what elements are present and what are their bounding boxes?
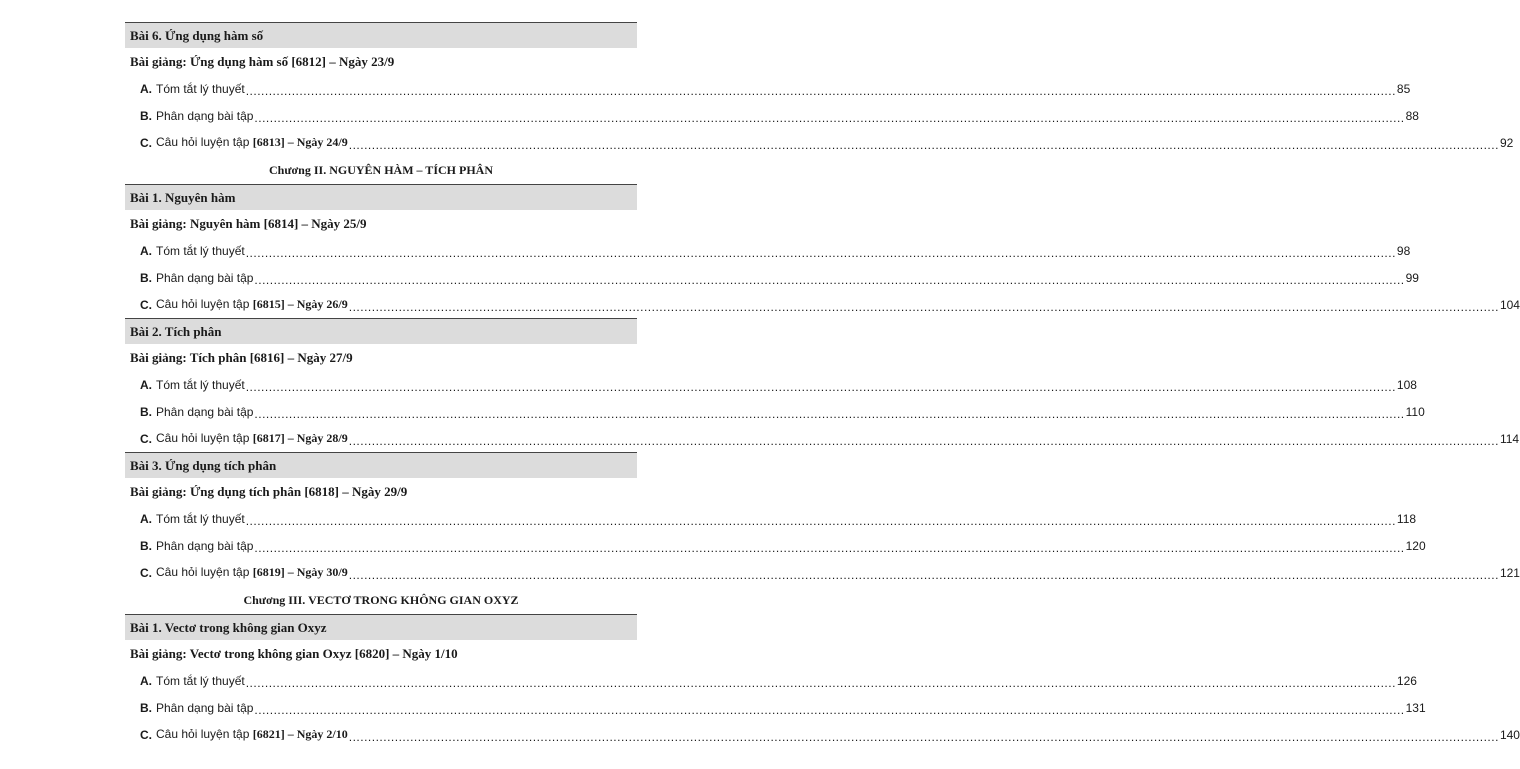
dot-leader: ............................................................................................................................................................................................................................................................................................................	[348, 299, 1499, 314]
page-number: 110	[1405, 404, 1425, 419]
dot-leader: ............................................................................................................................................................................................................................................................................................................	[348, 567, 1499, 582]
toc-entry[interactable]	[125, 291, 1520, 318]
page-number: 88	[1405, 108, 1419, 123]
entry-title	[156, 135, 348, 150]
entry-letter: B.	[140, 108, 152, 123]
entry-title	[156, 701, 253, 715]
entry-letter: C.	[140, 727, 152, 742]
page-number: 131	[1405, 700, 1426, 715]
entry-code: [6815] – Ngày 26/9	[252, 297, 348, 311]
entry-letter: C.	[140, 565, 152, 580]
lesson-header: Bài 6. Ứng dụng hàm số	[125, 22, 637, 48]
page-number: 98	[1396, 243, 1411, 258]
entry-text: Câu hỏi luyện tập	[156, 297, 253, 311]
entry-title	[156, 244, 245, 258]
entry-text: Phân dạng bài tập	[156, 538, 254, 553]
page-number: 140	[1499, 727, 1520, 742]
dot-leader: ............................................................................................................................................................................................................................................................................................................	[254, 702, 1405, 717]
entry-letter: A.	[140, 81, 152, 96]
dot-leader: ............................................................................................................................................................................................................................................................................................................	[245, 513, 1396, 528]
entry-title	[156, 727, 348, 742]
entry-title	[156, 431, 348, 446]
lecture-title[interactable]: Bài giảng: Tích phân [6816] – Ngày 27/9	[130, 349, 353, 365]
entry-letter: A.	[140, 243, 152, 258]
entry-text: Câu hỏi luyện tập	[156, 727, 253, 741]
entry-text: Tóm tắt lý thuyết	[156, 377, 245, 392]
entry-code: [6813] – Ngày 24/9	[252, 135, 348, 149]
entry-letter: B.	[140, 538, 152, 553]
toc-entry[interactable]	[125, 694, 1426, 721]
toc-entry[interactable]	[125, 237, 1411, 264]
entry-title	[156, 565, 348, 580]
page-number: 118	[1396, 511, 1417, 526]
toc-entry[interactable]	[125, 532, 1426, 559]
entry-text: Tóm tắt lý thuyết	[156, 81, 245, 96]
entry-text: Phân dạng bài tập	[156, 404, 254, 419]
dot-leader: ............................................................................................................................................................................................................................................................................................................	[348, 729, 1499, 744]
page-number: 108	[1396, 377, 1417, 392]
entry-title	[156, 405, 253, 419]
lecture-title[interactable]: Bài giảng: Vectơ trong không gian Oxyz [6820] – Ngày 1/10	[130, 645, 458, 661]
entry-text: Tóm tắt lý thuyết	[156, 673, 245, 688]
entry-code: [6821] – Ngày 2/10	[252, 727, 348, 741]
entry-text: Phân dạng bài tập	[156, 108, 254, 123]
entry-text: Tóm tắt lý thuyết	[156, 511, 245, 526]
entry-letter: A.	[140, 377, 152, 392]
toc-entry[interactable]	[125, 398, 1425, 425]
page-number: 99	[1405, 270, 1419, 285]
entry-text: Phân dạng bài tập	[156, 270, 254, 285]
toc-entry[interactable]	[125, 129, 1514, 156]
entry-text: Câu hỏi luyện tập	[156, 135, 253, 149]
lesson-header: Bài 1. Vectơ trong không gian Oxyz	[125, 614, 637, 640]
dot-leader: ............................................................................................................................................................................................................................................................................................................	[348, 433, 1499, 448]
entry-letter: B.	[140, 404, 152, 419]
entry-title	[156, 271, 253, 285]
entry-text: Câu hỏi luyện tập	[156, 431, 253, 445]
page-number: 121	[1499, 565, 1520, 580]
page-number: 92	[1499, 135, 1514, 150]
page-number: 120	[1405, 538, 1426, 553]
toc-entry[interactable]	[125, 102, 1419, 129]
lesson-header: Bài 2. Tích phân	[125, 318, 637, 344]
dot-leader: ............................................................................................................................................................................................................................................................................................................	[245, 379, 1396, 394]
entry-code: [6817] – Ngày 28/9	[252, 431, 348, 445]
lecture-title[interactable]: Bài giảng: Nguyên hàm [6814] – Ngày 25/9	[130, 215, 367, 231]
lecture-title[interactable]: Bài giảng: Ứng dụng tích phân [6818] – Ngày 29/9	[130, 483, 408, 499]
page-number: 114	[1499, 431, 1520, 446]
dot-leader: ............................................................................................................................................................................................................................................................................................................	[254, 110, 1405, 125]
page-number: 126	[1396, 673, 1417, 688]
dot-leader: ............................................................................................................................................................................................................................................................................................................	[254, 406, 1405, 421]
dot-leader: ............................................................................................................................................................................................................................................................................................................	[245, 675, 1396, 690]
entry-text: Câu hỏi luyện tập	[156, 565, 253, 579]
lecture-title[interactable]: Bài giảng: Ứng dụng hàm số [6812] – Ngày 23/9	[130, 53, 395, 69]
toc-entry[interactable]	[125, 264, 1419, 291]
entry-title	[156, 109, 253, 123]
toc-entry[interactable]	[125, 371, 1417, 398]
toc-entry[interactable]	[125, 559, 1520, 586]
entry-letter: C.	[140, 297, 152, 312]
entry-title	[156, 297, 348, 312]
entry-text: Phân dạng bài tập	[156, 700, 254, 715]
entry-text: Tóm tắt lý thuyết	[156, 243, 245, 258]
dot-leader: ............................................................................................................................................................................................................................................................................................................	[254, 272, 1405, 287]
dot-leader: ............................................................................................................................................................................................................................................................................................................	[245, 83, 1396, 98]
toc-entry[interactable]	[125, 721, 1520, 748]
entry-code: [6819] – Ngày 30/9	[252, 565, 348, 579]
page-number: 104	[1499, 297, 1520, 312]
chapter-heading: Chương III. VECTƠ TRONG KHÔNG GIAN OXYZ	[243, 592, 519, 607]
dot-leader: ............................................................................................................................................................................................................................................................................................................	[348, 137, 1499, 152]
toc-entry[interactable]	[125, 425, 1520, 452]
entry-title	[156, 512, 245, 526]
page-number: 85	[1396, 81, 1411, 96]
dot-leader: ............................................................................................................................................................................................................................................................................................................	[254, 540, 1405, 555]
lesson-header: Bài 3. Ứng dụng tích phân	[125, 452, 637, 478]
table-of-contents	[125, 22, 1520, 748]
entry-letter: A.	[140, 511, 152, 526]
toc-entry[interactable]	[125, 75, 1411, 102]
entry-title	[156, 539, 253, 553]
entry-letter: B.	[140, 270, 152, 285]
entry-letter: A.	[140, 673, 152, 688]
entry-title	[156, 82, 245, 96]
entry-title	[156, 378, 245, 392]
entry-letter: C.	[140, 135, 152, 150]
toc-entry[interactable]	[125, 505, 1417, 532]
toc-entry[interactable]	[125, 667, 1417, 694]
entry-letter: B.	[140, 700, 152, 715]
dot-leader: ............................................................................................................................................................................................................................................................................................................	[245, 245, 1396, 260]
entry-letter: C.	[140, 431, 152, 446]
chapter-heading: Chương II. NGUYÊN HÀM – TÍCH PHÂN	[269, 162, 493, 177]
lesson-header: Bài 1. Nguyên hàm	[125, 184, 637, 210]
entry-title	[156, 674, 245, 688]
